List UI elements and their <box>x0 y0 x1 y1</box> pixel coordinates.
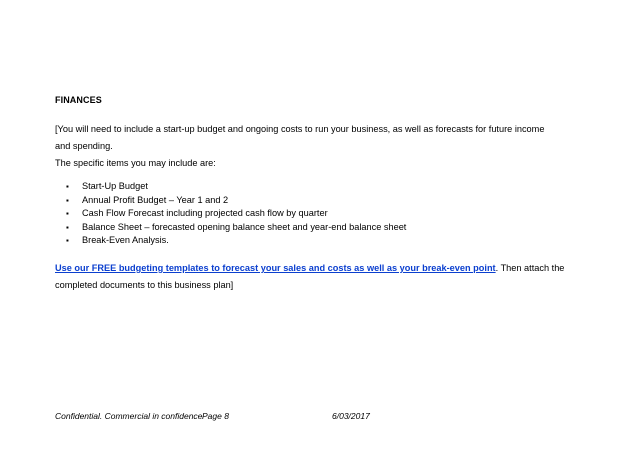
list-item <box>55 234 406 248</box>
budgeting-templates-link[interactable]: Use our FREE budgeting templates to forecast your sales and costs as well as your break-even point <box>55 263 496 273</box>
list-item <box>55 207 406 221</box>
bullet-icon: ▪ <box>66 182 69 191</box>
intro-paragraph: [You will need to include a start-up budget and ongoing costs to run your business, as well as forecasts for future income and spending. <box>55 124 545 151</box>
footer-page-number: Page 8 <box>202 411 229 421</box>
bullet-icon: ▪ <box>66 195 69 205</box>
footer-confidential: Confidential. Commercial in confidence <box>55 411 203 421</box>
list-item <box>55 180 406 194</box>
list-item-label: Start-Up Budget <box>82 181 148 191</box>
list-item-label: Annual Profit Budget – Year 1 and 2 <box>82 194 229 205</box>
bullet-icon: ▪ <box>66 209 69 218</box>
list-item <box>55 194 406 208</box>
templates-paragraph <box>55 260 575 294</box>
attach-instruction-text: . Then attach the completed documents to this business plan] <box>55 263 565 290</box>
list-item <box>55 221 406 235</box>
list-item-label: Break-Even Analysis. <box>82 235 169 245</box>
bullet-icon: ▪ <box>66 222 69 232</box>
footer-date: 6/03/2017 <box>332 411 370 421</box>
items-intro-text: The specific items you may include are: <box>55 158 216 168</box>
finance-items-list <box>55 180 406 248</box>
list-item-label: Balance Sheet – forecasted opening balance sheet and year-end balance sheet <box>82 221 407 232</box>
section-heading: FINANCES <box>55 95 102 105</box>
bullet-icon: ▪ <box>66 236 69 245</box>
list-item-label: Cash Flow Forecast including projected cash flow by quarter <box>82 208 328 218</box>
